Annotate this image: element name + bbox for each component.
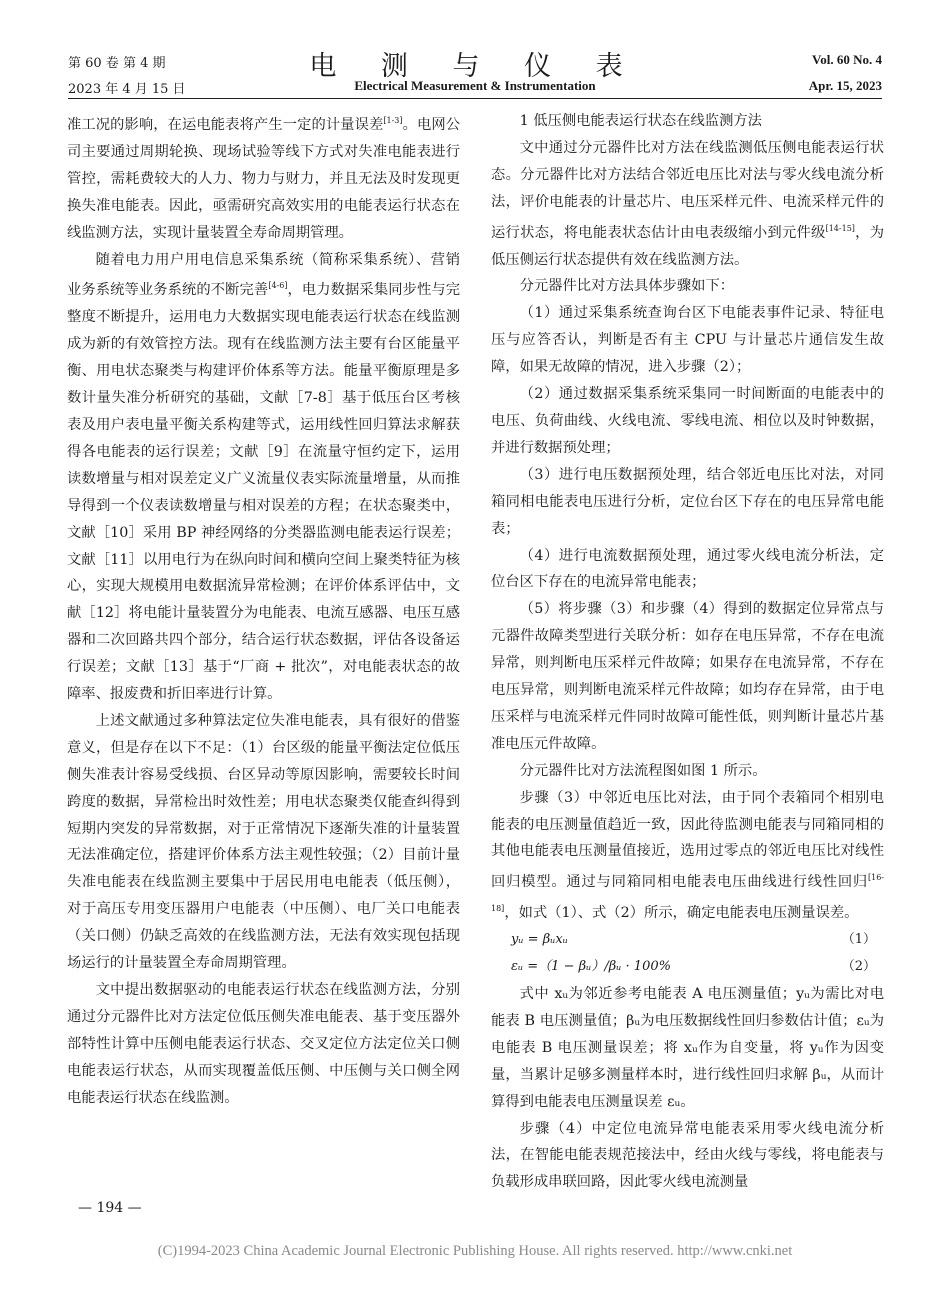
step-item: （5）将步骤（3）和步骤（4）得到的数据定位异常点与元器件故障类型进行关联分析：如存在电压异常，不存在电流异常，则判断电压采样元件故障；如果存在电流异常，不存在电压异常，则判断电流采样元件故障；如均存在异常，由于电压采样与电流采样元件同时故障可能性低，则判断计量芯片基准电压元件故障。 <box>491 601 884 752</box>
paragraph: 步骤（3）中邻近电压比对法，由于同个表箱同个相别电能表的电压测量值趋近一致，因此待监测电能表与同箱同相的其他电能表电压测量值接近，选用过零点的邻近电压比对线性回归模型。通过与同箱同相电能表电压曲线进行线性回归[16-18]，如式（1）、式（2）所示，确定电能表电压测量误差。 <box>491 789 884 922</box>
step-item: （4）进行电流数据预处理，通过零火线电流分析法，定位台区下存在的电流异常电能表； <box>491 547 884 591</box>
equation-number: （2） <box>841 959 876 975</box>
step-item: （3）进行电压数据预处理，结合邻近电压比对法，对同箱同相电能表电压进行分析，定位台区下存在的电压异常电能表； <box>491 466 884 537</box>
step-item: （2）通过数据采集系统采集同一时间断面的电能表中的电压、负荷曲线、火线电流、零线电流、相位以及时钟数据，并进行数据预处理； <box>491 386 884 456</box>
paragraph: 准工况的影响，在运电能表将产生一定的计量误差[1-3]。电网公司主要通过周期轮换、现场试验等线下方式对失准电能表进行管控，需耗费较大的人力、物力与财力，并且无法及时发现更换失准电能表。因此，亟需研究高效实用的电能表运行状态在线监测方法，实现计量装置全寿命周期管理。 <box>67 116 461 241</box>
paragraph: 随着电力用户用电信息采集系统（简称采集系统）、营销业务系统等业务系统的不断完善[4-6]，电力数据采集同步性与完整度不断提升，运用电力大数据实现电能表运行状态在线监测成为新的有效管控方法。现有在线监测方法主要有台区能量平衡、用电状态聚类与构建评价体系等方法。能量平衡原理是多数计量失准分析研究的基础，文献［7-8］基于低压台区考核表及用户表电量平衡关系构建等式，运用线性回归算法求解获得各电能表的运行误差；文献［9］在流量守恒约定下，运用读数增量与相对误差定义广义流量仪表实际流量增量，从而推导得到一个仪表读数增量与相对误差的方程；在状态聚类中，文献［10］采用 BP 神经网络的分类器监测电能表运行误差；文献［11］以用电行为在纵向时间和横向空间上聚类特征为核心，实现大规模用电数据流异常检测；在评价体系评估中，文献［12］将电能计量装置分为电能表、电流互感器、电压互感器和二次回路共四个部分，结合运行状态数据，评估各设备运行误差；文献［13］基于“厂商 + 批次”，对电能表状态的故障率、报废费和折旧率进行计算。 <box>67 251 461 703</box>
equation-2: εᵤ =（1 − βᵤ）/βᵤ · 100% （2） <box>491 954 884 981</box>
left-column <box>67 108 460 1112</box>
paragraph: 分元器件比对方法具体步骤如下： <box>519 278 735 295</box>
step-item: （1）通过采集系统查询台区下电能表事件记录、特征电压与应答否认，判断是否有主 CPU 与计量芯片通信发生故障，如果无故障的情况，进入步骤（2）； <box>491 305 884 376</box>
right-column <box>491 108 884 1196</box>
equation-1: yᵤ = βᵤxᵤ （1） <box>491 927 884 954</box>
citation[interactable]: [14-15] <box>825 223 855 233</box>
header-rule <box>68 98 882 99</box>
copyright-notice: (C)1994-2023 China Academic Journal Electronic Publishing House. All rights reserved. http://www.cnki.net <box>157 1243 793 1259</box>
citation[interactable]: [1-3] <box>383 116 403 125</box>
paragraph: 步骤（4）中定位电流异常电能表采用零火线电流分析法，在智能电能表规范接法中，经由火线与零线，将电能表与负载形成串联回路，因此零火线电流测量 <box>491 1120 884 1191</box>
section-heading: 1 低压侧电能表运行状态在线监测方法 <box>519 113 762 129</box>
date-en: Apr. 15, 2023 <box>808 78 882 93</box>
volume-issue-cn: 第 60 卷 第 4 期 <box>68 56 166 71</box>
paragraph: 上述文献通过多种算法定位失准电能表，具有很好的借鉴意义，但是存在以下不足：（1）台区级的能量平衡法定位低压侧失准表计容易受线损、台区异动等原因影响，需要较长时间跨度的数据，异常检出时效性差；用电状态聚类仅能查纠得到短期内突发的异常数据，对于正常情况下逐渐失准的计量装置无法准确定位，搭建评价体系方法主观性较强；（2）目前计量失准电能表在线监测主要集中于居民用电电能表（低压侧），对于高压专用变压器用户电能表（中压侧）、电厂关口电能表（关口侧）仍缺乏高效的在线监测方法，无法有效实现包括现场运行的计量装置全寿命周期管理。 <box>67 712 460 972</box>
paragraph: 文中通过分元器件比对方法在线监测低压侧电能表运行状态。分元器件比对方法结合邻近电压比对法与零火线电流分析法，评价电能表的计量芯片、电压采样元件、电流采样元件的运行状态，将电能表状态估计由电表级缩小到元件级[14-15]，为低压侧运行状态提供有效在线监测方法。 <box>491 139 885 268</box>
date-cn: 2023 年 4 月 15 日 <box>68 82 186 97</box>
journal-title-en: Electrical Measurement & Instrumentation <box>354 78 596 93</box>
paragraph: 文中提出数据驱动的电能表运行状态在线监测方法，分别通过分元器件比对方法定位低压侧失准电能表、基于变压器外部特性计算中压侧电能表运行状态、交叉定位方法定位关口侧电能表运行状态，从而实现覆盖低压侧、中压侧与关口侧全网电能表运行状态在线监测。 <box>67 982 460 1106</box>
paragraph: 式中 xᵤ为邻近参考电能表 A 电压测量值；yᵤ为需比对电能表 B 电压测量值；βᵤ为电压数据线性回归参数估计值；εᵤ为电能表 B 电压测量误差；将 xᵤ作为自变量，将 yᵤ作为因变量，当累计足够多测量样本时，进行线性回归求解 βᵤ，从而计算得到电能表电压测量误差 εᵤ。 <box>491 986 884 1110</box>
page-header <box>0 0 950 104</box>
equation-number: （1） <box>841 932 876 948</box>
paragraph: 分元器件比对方法流程图如图 1 所示。 <box>519 762 767 779</box>
citation[interactable]: [16-18] <box>491 873 884 914</box>
citation[interactable]: [4-6] <box>268 281 288 291</box>
page-number: — 194 — <box>78 1200 142 1216</box>
journal-title-cn: 电 测 与 仪 表 <box>309 51 641 82</box>
volume-issue-en: Vol. 60 No. 4 <box>812 52 882 67</box>
